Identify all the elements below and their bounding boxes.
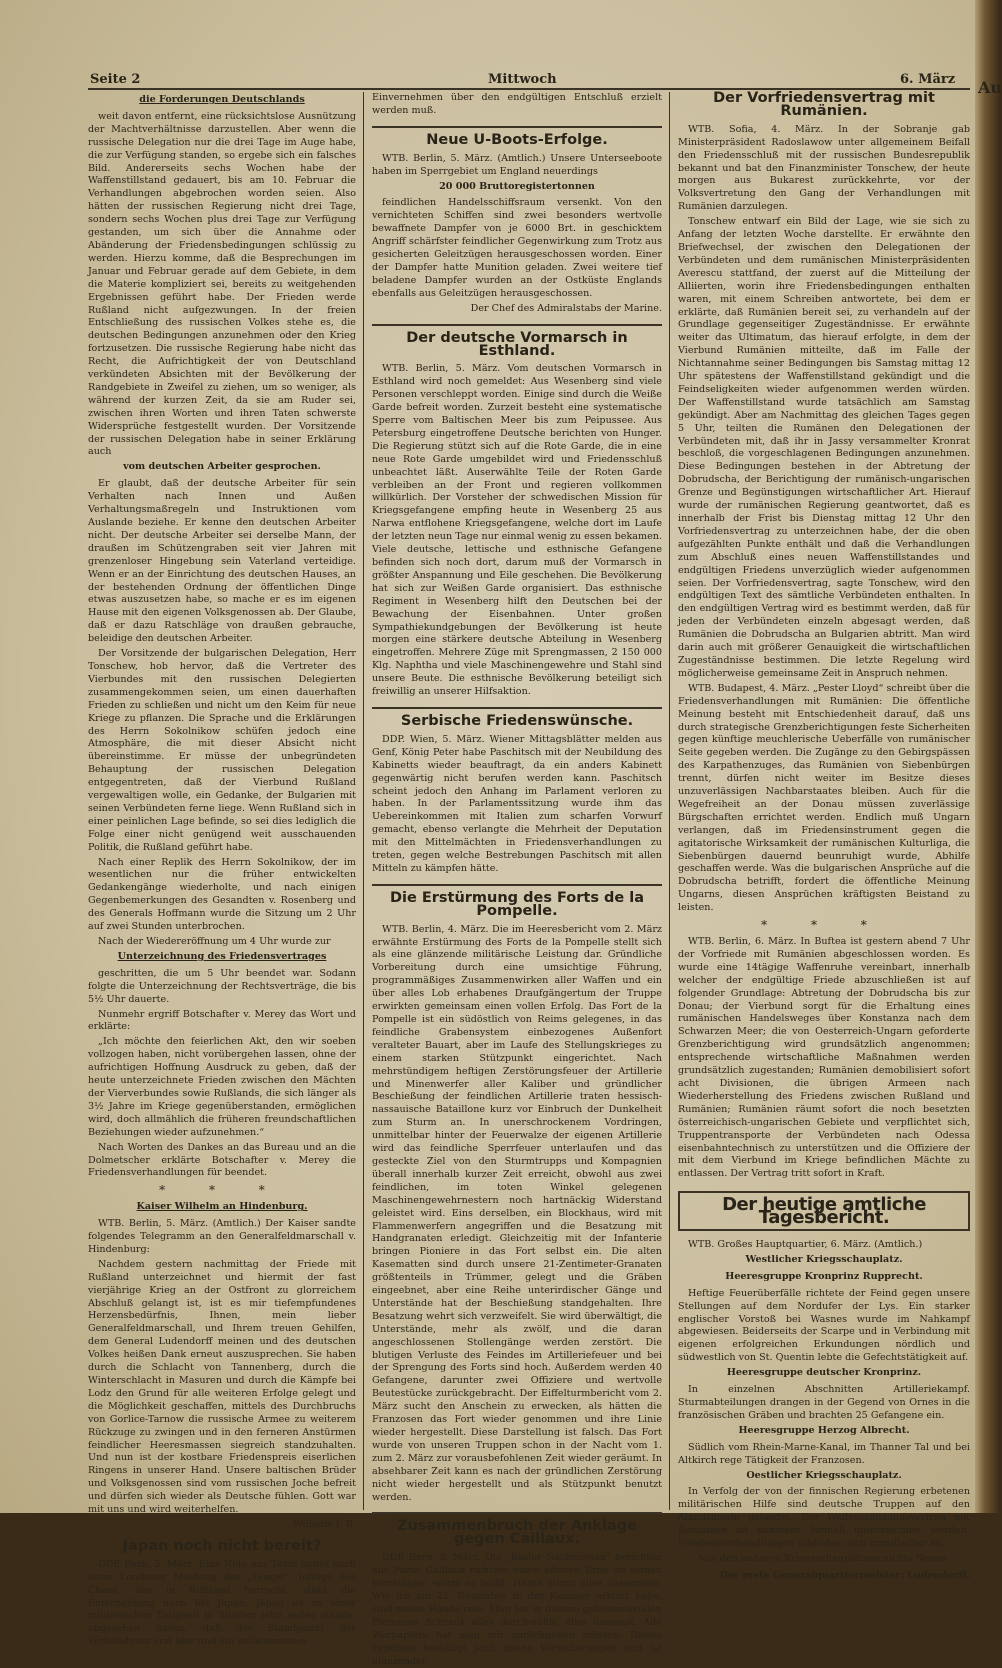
- adjacent-page-edge: [975, 0, 1000, 1513]
- paragraph: WTB. Berlin, 6. März. In Buftea ist gestern abend 7 Uhr der Vorfriede mit Rumänien abgeschlossen worden. Es wurde eine 14tägige Waffenruhe vereinbart, innerhalb welcher der endgültige Friede abzuschließen ist auf folgender Grundlage: Abtretung der Dobrudscha bis zur Donau; der Vierbund sorgt für die Erhaltung eines rumänischen Handelsweges über Konstanza nach dem Schwarzen Meer; die von Oesterreich-Ungarn geforderte Grenzberichtigung wird grundsätzlich angenommen; entsprechende wirtschaftliche Maßnahmen werden grundsätzlich zugestanden; Rumänien demobilisiert sofort acht Divisionen, die übrigen Armeen nach Wiederherstellung des Friedens zwischen Rußland und Rumänien; Rumänien räumt sofort die noch besetzten österreichisch-ungarischen Gebiete und verpflichtet sich, Truppentransporte der Verbündeten nach Odessa eisenbahntechnisch zu unterstützen und die Offiziere der mit dem Vierbund im Kriege befindlichen Mächte zu entlassen. Der Vertrag tritt sofort in Kraft.: [678, 936, 970, 1180]
- paragraph: Nunmehr ergriff Botschafter v. Merey das Wort und erklärte:: [88, 1008, 356, 1033]
- paragraph: geschritten, die um 5 Uhr beendet war. Sodann folgte die Unterzeichnung der Rechtsverträge, die bis 5½ Uhr dauerte.: [88, 967, 356, 1005]
- page-number: Seite 2: [90, 72, 141, 87]
- headline: Neue U-Boots-Erfolge.: [372, 126, 662, 147]
- paragraph: WTB. Berlin, 5. März. (Amtlich.) Unsere Unterseeboote haben im Sperrgebiet um England neuerdings: [372, 152, 662, 177]
- closing-line: Von den anderen Kriegsschauplätzen nichts Neues.: [698, 1552, 950, 1564]
- paragraph: WTB. Großes Hauptquartier, 6. März. (Amtlich.): [688, 1239, 923, 1251]
- section-stars: * * *: [159, 1183, 285, 1198]
- subheading: vom deutschen Arbeiter gesprochen.: [123, 461, 321, 473]
- paragraph: Nach einer Replik des Herrn Sokolnikow, der im wesentlichen nur die früher entwickelten Gedankengänge wiederholte, und nach einigen Gegenbemerkungen des Gesandten v. Rosenberg und des Generals Hoffmann wurde die Sitzung um 2 Uhr auf zwei Stunden unterbrochen.: [88, 856, 356, 933]
- subheading: Kaiser Wilhelm an Hindenburg.: [136, 1201, 308, 1213]
- headline-box: [678, 1191, 970, 1231]
- headline: Der deutsche Vormarsch in Esthland.: [372, 324, 662, 358]
- masthead: Mittwoch: [488, 72, 557, 87]
- paragraph: Der Vorsitzende der bulgarischen Delegation, Herr Tonschew, hob hervor, daß die Vertreter des Vierbundes mit den russischen Delegierten zusammengekommen seien, um einen dauerhaften Frieden zu schließen und nicht um den Keim für neue Kriege zu pflanzen. Die Sprache und die Erklärungen des Herrn Sokolnikow schüfen jedoch eine Atmosphäre, die mit dieser Absicht nicht übereinstimme. Er müsse der unbegründeten Behauptung der russischen Delegation entgegentreten, daß der Vierbund Rußland vergewaltigen wolle, ein Gedanke, der Bulgarien mit seinen Verbündeten ferne liege. Wenn Rußland sich in einer peinlichen Lage befinde, so sei dies lediglich die Folge einer nicht genügend weit ausschauenden Politik, die Rußland geführt habe.: [88, 648, 356, 853]
- adjacent-page-fragment: Au: [978, 78, 1002, 97]
- headline: Der heutige amtliche Tagesbericht.: [722, 1194, 926, 1229]
- section-stars: * * *: [761, 918, 887, 933]
- date-header: 6. März: [900, 72, 956, 87]
- subheading: 20 000 Bruttoregistertonnen: [439, 180, 595, 192]
- paragraph: Er glaubt, daß der deutsche Arbeiter für sein Verhalten nach Innen und Außen Verhaltungsmaßregeln und Instruktionen vom Auslande beziehe. Er kenne den deutschen Arbeiter nicht. Der deutsche Arbeiter sei derselbe Mann, der draußen im Schützengraben seit vier Jahren mit grenzenloser Hingebung sein Vaterland verteidige. Wenn er an der Einrichtung des deutschen Hauses, an der bestehenden Ordnung der öffentlichen Dinge etwas auszusetzen habe, so mache er es im eigenen Hause mit den eigenen Volksgenossen ab. Der Glaube, daß er dazu Ratschläge von draußen gebrauche, beleidige den deutschen Arbeiter.: [88, 478, 356, 645]
- paragraph: Nach Worten des Dankes an das Bureau und an die Dolmetscher erklärte Botschafter v. Merey die Friedensverhandlungen für beendet.: [88, 1141, 356, 1179]
- headline: Zusammenbruch der Anklage gegen Caillaux.: [372, 1512, 662, 1546]
- paragraph: WTB. Budapest, 4. März. „Pester Lloyd“ schreibt über die Friedensverhandlungen mit Rumänien: Die öffentliche Meinung besteht mit Entschiedenheit darauf, daß uns durch strategische Grenzberichtigungen feste Sicherheiten gegen künftige meuchlerische Ueberfälle von rumänischer Seite gegeben werden. Die Zugänge zu den Gebirgspässen des Karpathenzuges, das Rumänien von Siebenbürgen trennt, dürfen nicht weiter im Besitze dieses unzuverlässigen Nachbarstaates bleiben. Auch für die Wegefreiheit an der Donau müssen zuverlässige Bürgschaften errichtet werden. Endlich muß Ungarn verlangen, daß im Friedensinstrument gegen die agitatorische Wirksamkeit der rumänischen Kulturliga, die Siebenbürgen dauernd beunruhigt wurde, Abhilfe geschaffen werde. Was die bulgarischen Ansprüche auf die Dobrudscha betrifft, fordert die öffentliche Meinung Ungarns, diesen Ansprüchen kräftigsten Beistand zu leisten.: [678, 682, 970, 914]
- paragraph: In einzelnen Abschnitten Artilleriekampf. Sturmabteilungen drangen in der Gegend von Ornes in die französischen Gräben und brachten 25 Gefangene ein.: [678, 1384, 970, 1421]
- subheading: Unterzeichnung des Friedensvertrages: [117, 950, 327, 962]
- signature: Der erste Generalquartiermeister: Ludendorff.: [719, 1569, 970, 1581]
- paragraph: Einvernehmen über den endgültigen Entschluß erzielt werden muß.: [372, 92, 662, 116]
- paragraph: WTB. Berlin, 5. März. Vom deutschen Vormarsch in Esthland wird noch gemeldet: Aus Wesenberg sind viele Personen verschleppt worden. Einige sind durch die Weiße Garde befreit worden. Zurzeit besteht eine systematische Sperre vom Baltischen Meer bis zum Peipussee. Aus Petersburg eingetroffene Deutsche berichten von Hunger. Die Regierung stützt sich auf die Rote Garde, die in eine neue Rote Garde umgebildet wird und Friedensschluß unbeachtet läßt. Auserwählte Teile der Roten Garde verbleiben an der Front und regieren vollkommen willkürlich. Der Vorsteher der schwedischen Mission für Kriegsgefangene empfing heute in Wesenberg 25 aus Narwa entflohene Kriegsgefangene, welche dort im Laufe der letzten neun Tage nur einmal wenig zu essen bekamen. Viele deutsche, lettische und esthnische Gefangene befinden sich noch dort, darum muß der Vormarsch in größter Anspannung und Eile geschehen. Die Bevölkerung hat sich zur Weißen Garde organisiert. Das esthnische Regiment in Wesenberg hilft den Deutschen bei der Bewachung der Eisenbahnen. Unter großen Sympathiekundgebungen der Bevölkerung ist heute morgen eine stärkere deutsche Abteilung in Wesenberg eingetroffen. Mehrere Züge mit Sprengmassen, 2 150 000 Klg. Naphtha und viele Maschinengewehre und Stahl sind unsere Beute. Die esthnische Bevölkerung beteiligt sich freiwillig an unserer Hilfsaktion.: [372, 363, 662, 698]
- paragraph: WTB. Berlin, 5. März. (Amtlich.) Der Kaiser sandte folgendes Telegramm an den Generalfeldmarschall v. Hindenburg:: [88, 1218, 356, 1255]
- subheading: Oestlicher Kriegsschauplatz.: [746, 1469, 902, 1481]
- column-2: [372, 92, 662, 1667]
- paragraph: feindlichen Handelsschiffsraum versenkt. Von den vernichteten Schiffen sind zwei besonders wertvolle bewaffnete Dampfer von je 6000 Brt. in geschicktem Angriff schärfster feindlicher Gegenwirkung zum Trotz aus gesicherten Geleitzügen herausgeschossen worden. Einer der Dampfer hatte Munition geladen. Zwei weitere tief beladene Dampfer wurden an der Ostküste Englands ebenfalls aus Geleitzügen herausgeschossen.: [372, 197, 662, 299]
- paragraph: WTB. Berlin, 4. März. Die im Heeresbericht vom 2. März erwähnte Erstürmung des Forts de la Pompelle stellt sich als eine glänzende militärische Leistung dar. Gründliche Vorbereitung durch eine umsichtige Führung, programmäßiges Zusammenwirken aller Waffen und ein über alles Lob erhabenes Draufgängertum der Truppe erwirkten gemeinsam einen vollen Erfolg. Das Fort de la Pompelle ist ein südöstlich von Reims gelegenes, in das feindliche Grabensystem einbezogenes Außenfort veralteter Bauart, aber im Laufe des Stellungskrieges zu einem starken Stützpunkt eingerichtet. Nach mehrstündigem heftigen Zerstörungsfeuer der Artillerie und Minenwerfer aller Kaliber und gründlicher Beschießung der feindlichen Artillerie traten hessisch-nassauische Bataillone kurz vor Einbruch der Dunkelheit zum Sturm an. In unerschrockenem Vordringen, unmittelbar hinter der Feuerwalze der eigenen Artillerie wird das feindliche Sperrfeuer unterlaufen und das gesteckte Ziel von den Sturmtrupps und Kompagnien überall innerhalb kurzer Zeit erreicht, obwohl aus zwei feindlichen, im toten Winkel gelegenen Maschinengewehrnestern noch hartnäckig Widerstand geleistet wird. Eins derselben, ein Blockhaus, wird mit Flammenwerfern angegriffen und die Besatzung mit Handgranaten erledigt. Gleichzeitig mit der Infanterie bringen Pioniere in das Fort selbst ein. Die alten Kasematten sind durch unsere 21-Zentimeter-Granaten größtenteils in Trümmer, gelegt und die Gräben eingeebnet, aber eine Reihe unterirdischer Gänge und Unterstände hat der Beschießung standgehalten. Ihre Besatzung wehrt sich verzweifelt. Sie wird überwältigt, die Unterstände, mehr als zwölf, und die daran angeschlossenen Stollengänge werden zerstört. Die blutigen Verluste des Feindes im Artilleriefeuer und bei der Sprengung des Forts sind hoch. Außerdem werden 40 Gefangene, darunter zwei Offiziere und wertvolle Beutestücke zurückgebracht. Der Eiffelturmbericht vom 2. März sucht den Anschein zu erwecken, als hätten die Franzosen das Fort wieder genommen und ihre Linie wieder hergestellt. Diese Darstellung ist falsch. Das Fort wurde von unseren Truppen schon in der Nacht vom 1. zum 2. März zur vorausbefohlenen Zeit wieder geräumt. In absehbarer Zeit kann es nach der gründlichen Zerstörung nicht wieder hergestellt und als Stützpunkt benutzt werden.: [372, 923, 662, 1503]
- subheading: Heeresgruppe deutscher Kronprinz.: [726, 1367, 922, 1379]
- subheading: Heeresgruppe Kronprinz Rupprecht.: [725, 1270, 923, 1282]
- headline: Japan noch nicht bereit?: [122, 1537, 322, 1554]
- paragraph: Nachdem gestern nachmittag der Friede mit Rußland unterzeichnet und hiermit der fast vierjährige Krieg an der Ostfront zu glorreichem Abschluß gelangt ist, ist es mir tiefempfundenes Herzensbedürfnis, Ihnen, mein lieber Generalfeldmarschall, und Ihrem treuen Gehilfen, dem General Ludendorff meinen und des deutschen Volkes heißen Dank erneut auszusprechen. Sie haben durch die Schlacht von Tannenberg, durch die Winterschlacht in Masuren und durch die Kämpfe bei Lodz den Grund für alle weiteren Erfolge gelegt und die Möglichkeit geschaffen, mittels des Durchbruchs von Gorlice-Tarnow die russische Armee zu weiterem Rückzuge zu zwingen und in den ferneren Anstürmen feindlicher Heeresmassen siegreich standzuhalten. Und nun ist der kostbare Friedenspreis eiserlichen Ringens in unserer Hand. Unsere baltischen Brüder und Volksgenossen sind vom russischen Joche befreit und dürfen sich wieder als Deutsche fühlen. Gott war mit uns und wird weiterhelfen.: [88, 1258, 356, 1516]
- paragraph: DDP. Bern, 5. März. Die „Basler Nachrichten“ berichten aus Paris: Caillaux richtete einen offenen Brief an seinen Verteidiger, worin es heißt: Heute stürzt alles zusammen. Wie ich am 22. Dezember in der Kammer erklärt habe, sind meine Hände rein. Man hat in diesem geheimnisvollen Florenzer Schrank alles durchwühlt, aber umsonst. Alle Werpapiere hat man mir zurückgeben müssen. Dieses Ergebnis bestätigt jetzt meine Versicherungen und ist glänzender.: [372, 1552, 662, 1667]
- column-1: [88, 92, 356, 1648]
- headline: Die Erstürmung des Forts de la Pompelle.: [372, 884, 662, 918]
- paragraph: In Verfolg der von der finnischen Regierung erbetenen militärischen Hilfe sind deutsche Truppen auf den Alandsinseln gelandet. Der Waffenstillstandsvertrag mit Rumänien ist nunmehr formell unterzeichnet worden. Friedensverhandlungen schließen sich unmittelbar an.: [678, 1486, 970, 1550]
- paragraph: WTB. Sofia, 4. März. In der Sobranje gab Ministerpräsident Radoslawow unter allgemeinem Beifall den Friedensschluß mit der russischen Bundesrepublik bekannt und bat den Finanzminister Tonschew, der heute morgen aus Bukarest zurückkehrte, vor der Volksvertretung den Gang der Verhandlungen mit Rumänien darzulegen.: [678, 123, 970, 213]
- running-head: die Forderungen Deutschlands: [139, 94, 305, 105]
- paragraph: DDP. Wien, 5. März. Wiener Mittagsblätter melden aus Genf, König Peter habe Paschitsch mit der Neubildung des Kabinetts wieder beauftragt, da ein anders Kabinett gegenwärtig nicht berufen werden kann. Paschitsch scheint jedoch den Anhang im Parlament verloren zu haben. In der Parlamentssitzung wurde ihm das Uebereinkommen mit Italien zum scharfen Vorwurf gemacht, ebenso verlangte die Mehrheit der Deputation mit den Mittelmächten in Friedensverhandlungen zu treten, gegen welche Bestrebungen Paschitsch mit allen Mitteln zu kämpfen hätte.: [372, 733, 662, 874]
- paragraph: DDP. Bern, 5. März. Eine Note aus Tokio lautet nach einer Londoner Meldung des „Temps“: Infolge des Chaos, das in Rußland herrscht, steht die Entscheidung noch bei Japan. Japan ist zu einer militärischen Tätigkeit in Sibirien jetzt außer stande, abgesehen davon, daß der Standpunkt der Verbündeten erst klar und ein vollkommenes: [88, 1558, 356, 1648]
- headline: Serbische Friedenswünsche.: [372, 707, 662, 728]
- subheading: Heeresgruppe Herzog Albrecht.: [738, 1424, 910, 1436]
- column-3: [678, 90, 970, 1581]
- paragraph: weit davon entfernt, eine rücksichtslose Ausnützung der Machtverhältnisse darzustellen. Aber wenn die russische Delegation nur die drei Tage im Auge habe, die zur Verfügung standen, so ergebe sich ein falsches Bild. Andererseits sechs Wochen habe der Waffenstillstand gedauert, bis am 10. Februar die Verhandlungen abgebrochen worden seien. Also hätten der russischen Regierung nicht drei Tage, sondern sechs Wochen plus drei Tage zur Verfügung gestanden, um sich über die Annahme oder Abänderung der Friedensbedingungen schlüssig zu werden. Hierzu komme, daß die Besprechungen im Januar und Februar gerade auf dem Gebiete, in dem die Materie kompliziert sei, bereits zu weitgehenden Ergebnissen geführt habe. Der Frieden werde Rußland nicht aufgezwungen. In der freien Entschließung des russischen Volkes stehe es, die deutschen Bedingungen anzunehmen oder den Krieg fortzusetzen. Die russische Regierung habe nicht das Recht, die Aufrichtigkeit der von Deutschland verkündeten Absichten mit der Bevölkerung der Randgebiete in Zweifel zu ziehen, um so weniger, als während der kurzen Zeit, da sie am Ruder sei, zwischen ihren Worten und ihren Taten schwerste Widersprüche festgestellt wurden. Der Vorsitzende der russischen Delegation habe in seiner Erklärung auch: [88, 110, 356, 458]
- paragraph: Nach der Wiedereröffnung um 4 Uhr wurde zur: [98, 936, 331, 947]
- headline: Der Vorfriedensvertrag mit Rumänien.: [713, 90, 935, 119]
- signature: Der Chef des Admiralstabs der Marine.: [470, 302, 662, 314]
- paragraph: Südlich vom Rhein-Marne-Kanal, im Thanner Tal und bei Altkirch rege Tätigkeit der Franzosen.: [678, 1441, 970, 1466]
- paragraph: Tonschew entwarf ein Bild der Lage, wie sie sich zu Anfang der letzten Woche darstellte. Er erwähnte den Briefwechsel, der zwischen den Delegationen der Verbündeten und dem rumänischen Ministerpräsidenten Averescu stattfand, der zuerst auf die Mitteilung der Alliierten, worin ihre Friedensbedingungen enthalten waren, mit einem Schreiben antwortete, bei dem er erklärte, daß Rumänien bereit sei, zu verhandeln auf der Grundlage gegenseitiger Zugeständnisse. Er erwähnte weiter das Ultimatum, das hierauf erfolgte, in dem der Vierbund Rumänien mitteilte, daß im Falle der Nichtannahme seiner Bedingungen bis Samstag mittag 12 Uhr spätestens der Waffenstillstand gekündigt und die Feindseligkeiten wieder aufgenommen werden würden. Der Waffenstillstand wurde tatsächlich am Samstag gekündigt. Aber am Nachmittag des gleichen Tages gegen 5 Uhr, teilten die Rumänen den Delegationen der Verbündeten mit, daß ihr in Jassy versammelter Kronrat beschloß, die vorgeschlagenen Bedingungen anzunehmen. Diese Bedingungen bestehen in der Abtretung der Dobrudscha, der Berichtigung der rumänisch-ungarischen Grenze und Begünstigungen wirtschaftlicher Art. Hierauf wurde der rumänischen Regierung geantwortet, daß es innerhalb der Frist bis Dienstag mittag 12 Uhr den Vorfriedensvertrag zu unterzeichnen habe, der die oben aufgezählten Punkte enthält und daß die Verhandlungen zum Abschluß eines neuen Waffenstillstandes und endgültigen Friedens unverzüglich wieder aufgenommen seien. Der Vorfriedensvertrag, sagte Tonschew, wird den endgültigen Text des sämtliche Verbündeten enthalten. In den endgültigen Vertrag wird es bestimmt werden, daß für jeden der Verbündeten einzeln abgesagt werden, daß Rumänien die Dobrudscha an Bulgarien abtritt. Man wird darin auch mit größerer Genauigkeit die wirtschaftlichen Zugeständnisse bestimmen. Die letzte Regelung wird möglicherweise gemeinsame Zeit in Anspruch nehmen.: [678, 216, 970, 679]
- signature: Wilhelm I. R.: [292, 1518, 356, 1530]
- column-rule-1: [363, 92, 364, 1510]
- subheading: Westlicher Kriegsschauplatz.: [745, 1253, 903, 1265]
- paragraph: Heftige Feuerüberfälle richtete der Feind gegen unsere Stellungen auf dem Nordufer der Lys. Ein starker englischer Vorstoß bei Wasnes wurde im Nahkampf abgewiesen. Beiderseits der Scarpe und in Verbindung mit eigenen erfolgreichen Erkundungen nördlich und südwestlich von St. Quentin lebte die Gefechtstätigkeit auf.: [678, 1287, 970, 1364]
- column-rule-2: [669, 92, 670, 1510]
- paragraph: „Ich möchte den feierlichen Akt, den wir soeben vollzogen haben, nicht vorübergehen lassen, ohne der aufrichtigen Hoffnung Ausdruck zu geben, daß der heute unterzeichnete Frieden zwischen den Mächten der Vierverbundes sowie Rußlands, die sich länger als 3½ Jahre im Kriege gegenüberstanden, ermöglichen wird, doch allmählich die früheren freundschaftlichen Beziehungen wieder aufzunehmen.“: [88, 1036, 356, 1138]
